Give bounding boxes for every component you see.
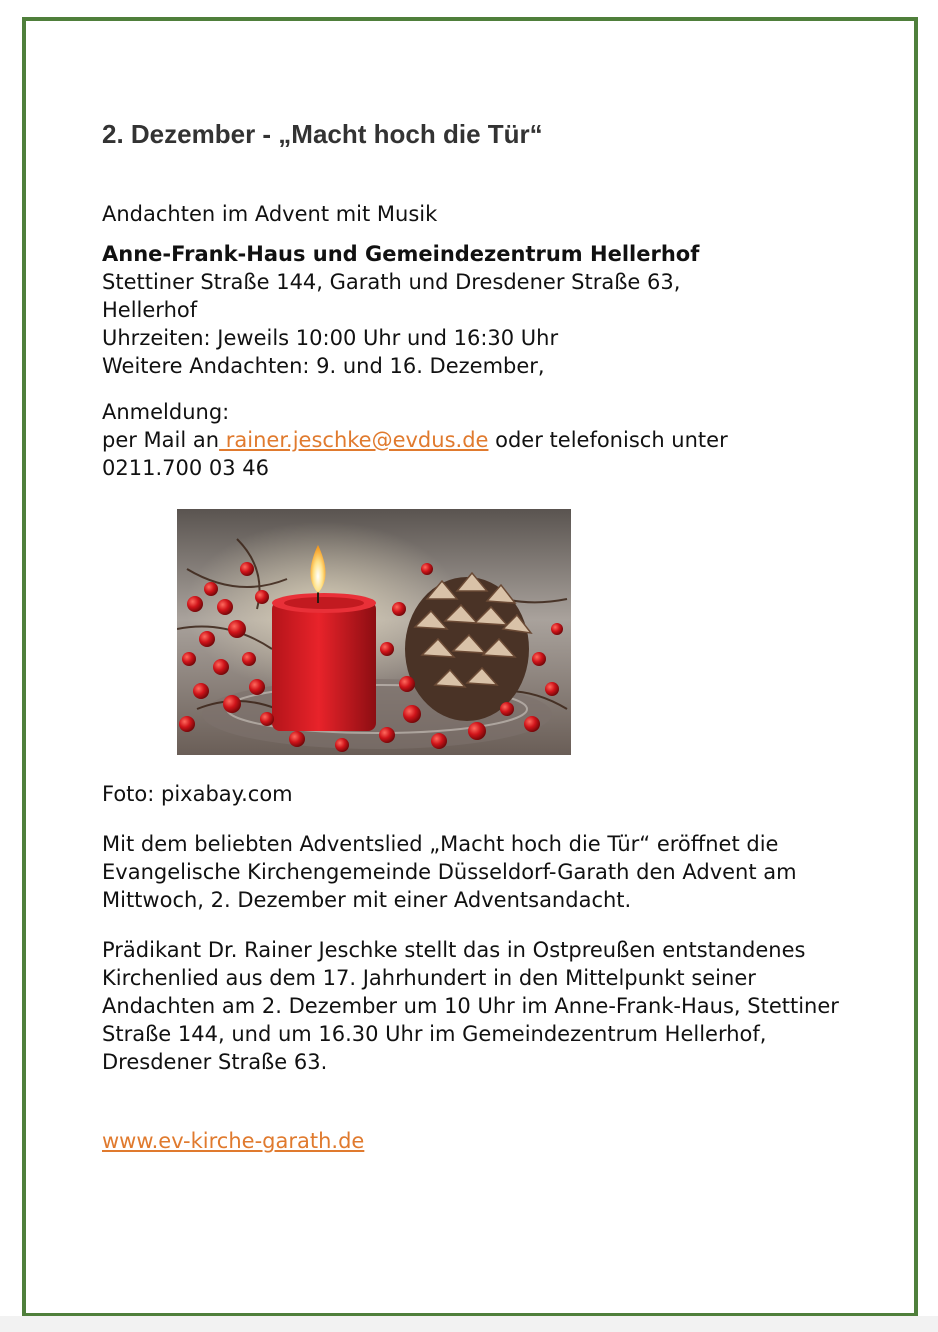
- venue-more-dates: Weitere Andachten: 9. und 16. Dezember,: [102, 354, 545, 378]
- registration-block: [102, 398, 728, 482]
- paragraph-adventslied: Mit dem beliebten Adventslied „Macht hoch die Tür“ eröffnet die Evangelische Kirchengemeinde Düsseldorf-Garath den Advent am Mittwoch, 2. Dezember mit einer Adventsandacht.: [102, 832, 797, 912]
- venue-address-line1: Stettiner Straße 144, Garath und Dresdener Straße 63,: [102, 270, 681, 294]
- venue-block: [102, 240, 699, 380]
- photo-caption: Foto: pixabay.com: [102, 782, 293, 806]
- venue-name: Anne-Frank-Haus und Gemeindezentrum Hellerhof: [102, 242, 700, 266]
- registration-heading: Anmeldung:: [102, 400, 230, 424]
- website-line: [102, 1127, 364, 1155]
- bottom-bar: [0, 1316, 938, 1332]
- venue-address-line2: Hellerhof: [102, 298, 198, 322]
- registration-suffix: oder telefonisch unter: [488, 428, 728, 452]
- advent-candle-photo: [177, 509, 571, 755]
- intro-text: Andachten im Advent mit Musik: [102, 202, 438, 226]
- page-frame: [22, 17, 918, 1317]
- registration-phone: 0211.700 03 46: [102, 456, 269, 480]
- email-link[interactable]: rainer.jeschke@evdus.de: [219, 428, 489, 452]
- paragraph-andachten: Prädikant Dr. Rainer Jeschke stellt das in Ostpreußen entstandenes Kirchenlied aus dem 17. Jahrhundert in den Mittelpunkt seiner Andachten am 2. Dezember um 10 Uhr im Anne-Frank-Haus, Stettiner Straße 144, und um 16.30 Uhr im Gemeindezentrum Hellerhof, Dresdener Straße 63.: [102, 938, 839, 1074]
- registration-prefix: per Mail an: [102, 428, 220, 452]
- registration-line: [102, 426, 728, 454]
- venue-times: Uhrzeiten: Jeweils 10:00 Uhr und 16:30 Uhr: [102, 326, 559, 350]
- page-title: 2. Dezember - „Macht hoch die Tür“: [102, 119, 543, 149]
- website-link[interactable]: www.ev-kirche-garath.de: [102, 1129, 365, 1153]
